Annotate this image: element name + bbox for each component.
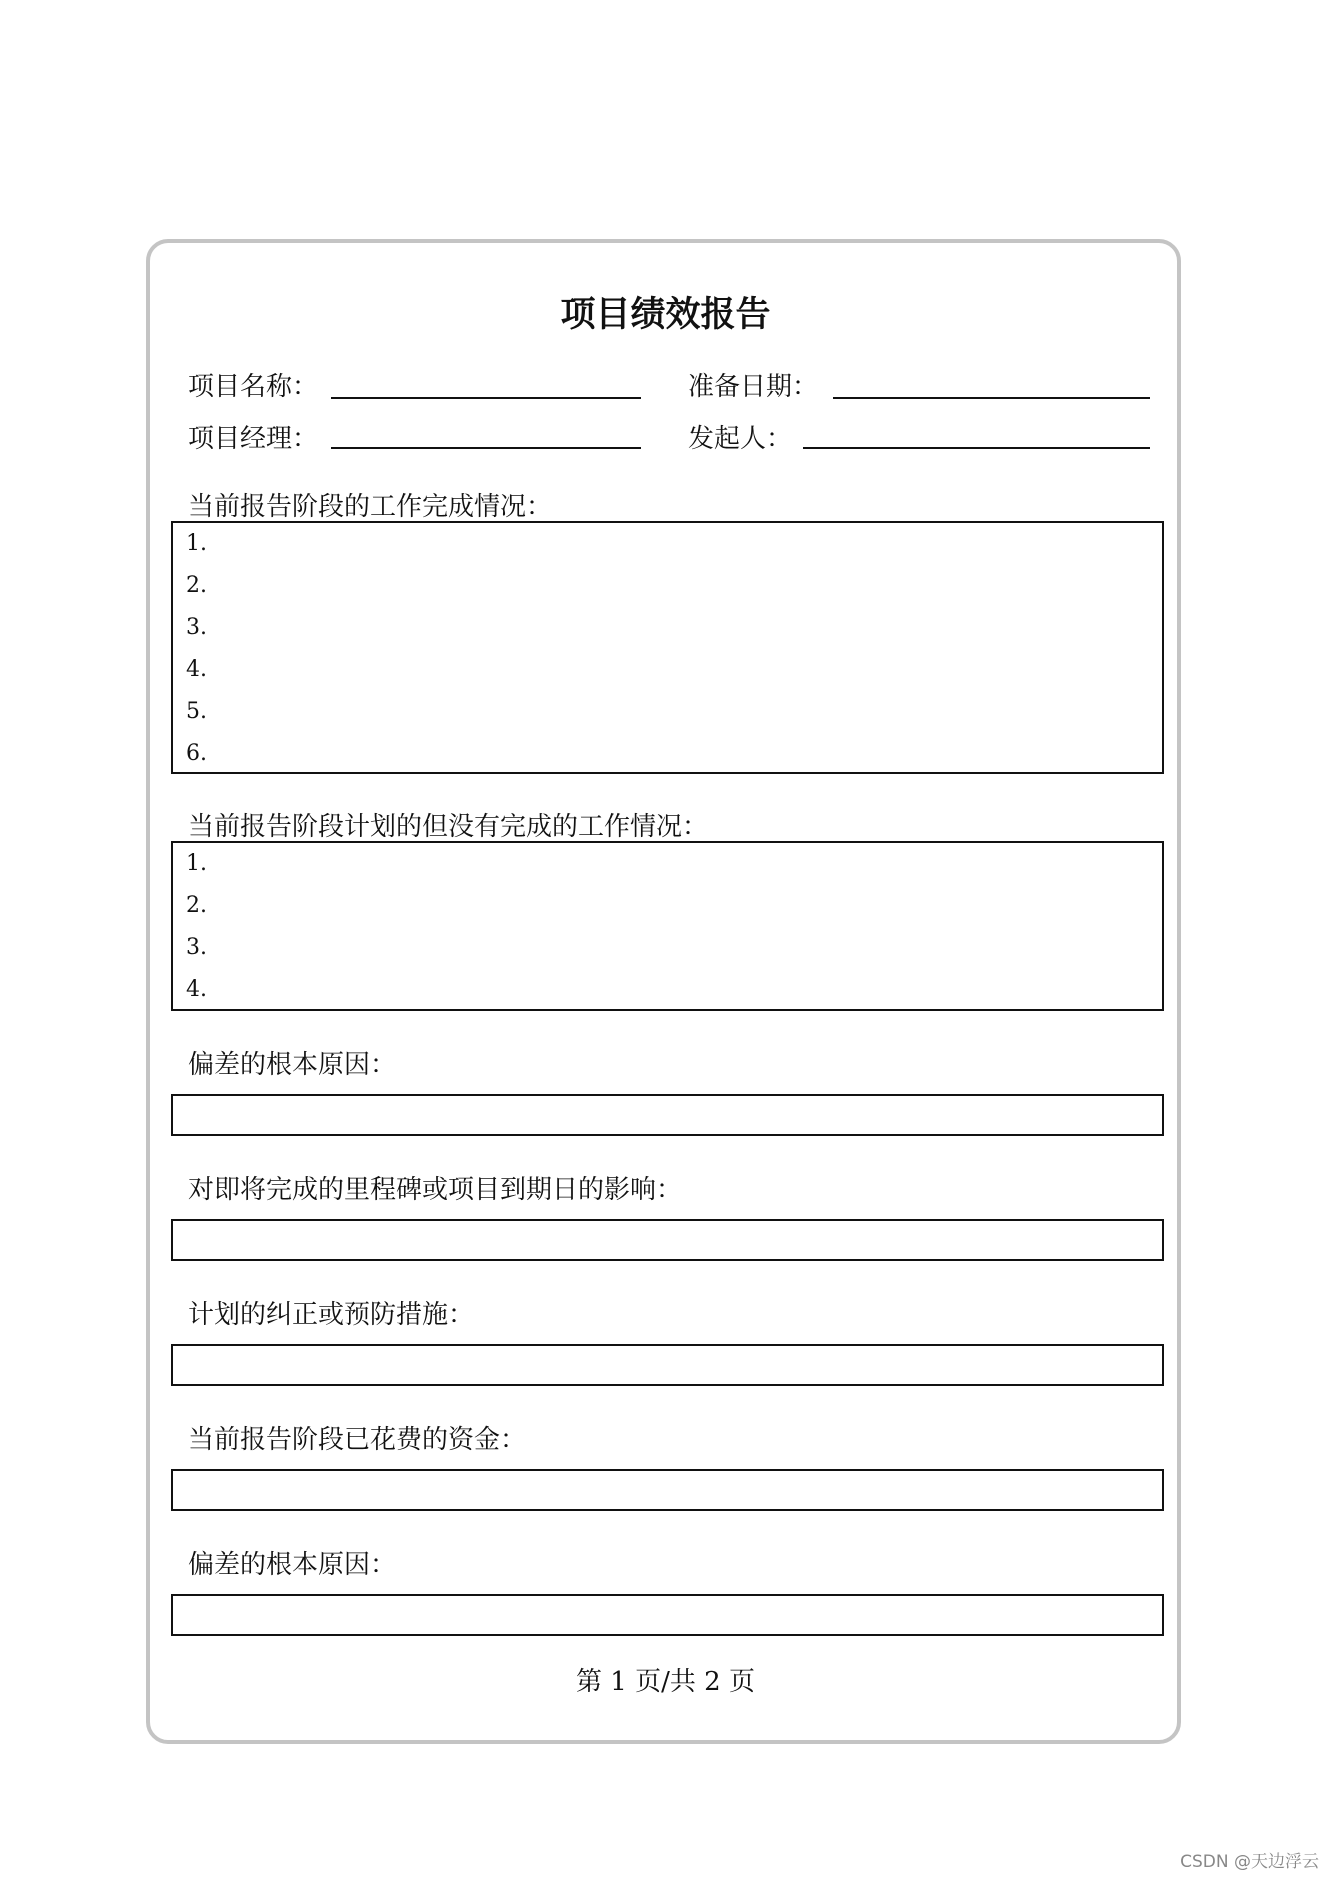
prepare-date-field[interactable] <box>833 397 1150 399</box>
planned-incomplete-label: 当前报告阶段计划的但没有完成的工作情况： <box>188 812 709 842</box>
sponsor-label: 发起人： <box>688 424 793 454</box>
corrective-actions-label: 计划的纠正或预防措施： <box>188 1300 475 1330</box>
root-cause-field-2[interactable] <box>171 1594 1164 1636</box>
list-item: 6. <box>186 741 207 766</box>
project-name-label: 项目名称： <box>188 372 319 402</box>
list-item: 4. <box>186 977 207 1002</box>
list-item: 3. <box>186 935 207 960</box>
impact-label: 对即将完成的里程碑或项目到期日的影响： <box>188 1175 683 1205</box>
corrective-actions-field[interactable] <box>171 1344 1164 1386</box>
funds-spent-label: 当前报告阶段已花费的资金： <box>188 1425 527 1455</box>
impact-field[interactable] <box>171 1219 1164 1261</box>
page-title: 项目绩效报告 <box>560 295 771 335</box>
project-manager-field[interactable] <box>331 447 641 449</box>
completed-work-label: 当前报告阶段的工作完成情况： <box>188 492 553 522</box>
root-cause-field[interactable] <box>171 1094 1164 1136</box>
list-item: 5. <box>186 699 207 724</box>
list-item: 2. <box>186 893 207 918</box>
list-item: 2. <box>186 573 207 598</box>
list-item: 1. <box>186 851 207 876</box>
list-item: 1. <box>186 531 207 556</box>
project-manager-label: 项目经理： <box>188 424 319 454</box>
funds-spent-field[interactable] <box>171 1469 1164 1511</box>
page-number: 第 1 页/共 2 页 <box>576 1667 755 1697</box>
watermark: CSDN @天边浮云 <box>1180 1852 1319 1872</box>
list-item: 3. <box>186 615 207 640</box>
root-cause-label: 偏差的根本原因： <box>188 1050 397 1080</box>
planned-incomplete-box[interactable] <box>171 841 1164 1011</box>
sponsor-field[interactable] <box>803 447 1150 449</box>
completed-work-box[interactable] <box>171 521 1164 774</box>
project-name-field[interactable] <box>331 397 641 399</box>
prepare-date-label: 准备日期： <box>688 372 819 402</box>
list-item: 4. <box>186 657 207 682</box>
root-cause-label-2: 偏差的根本原因： <box>188 1550 397 1580</box>
